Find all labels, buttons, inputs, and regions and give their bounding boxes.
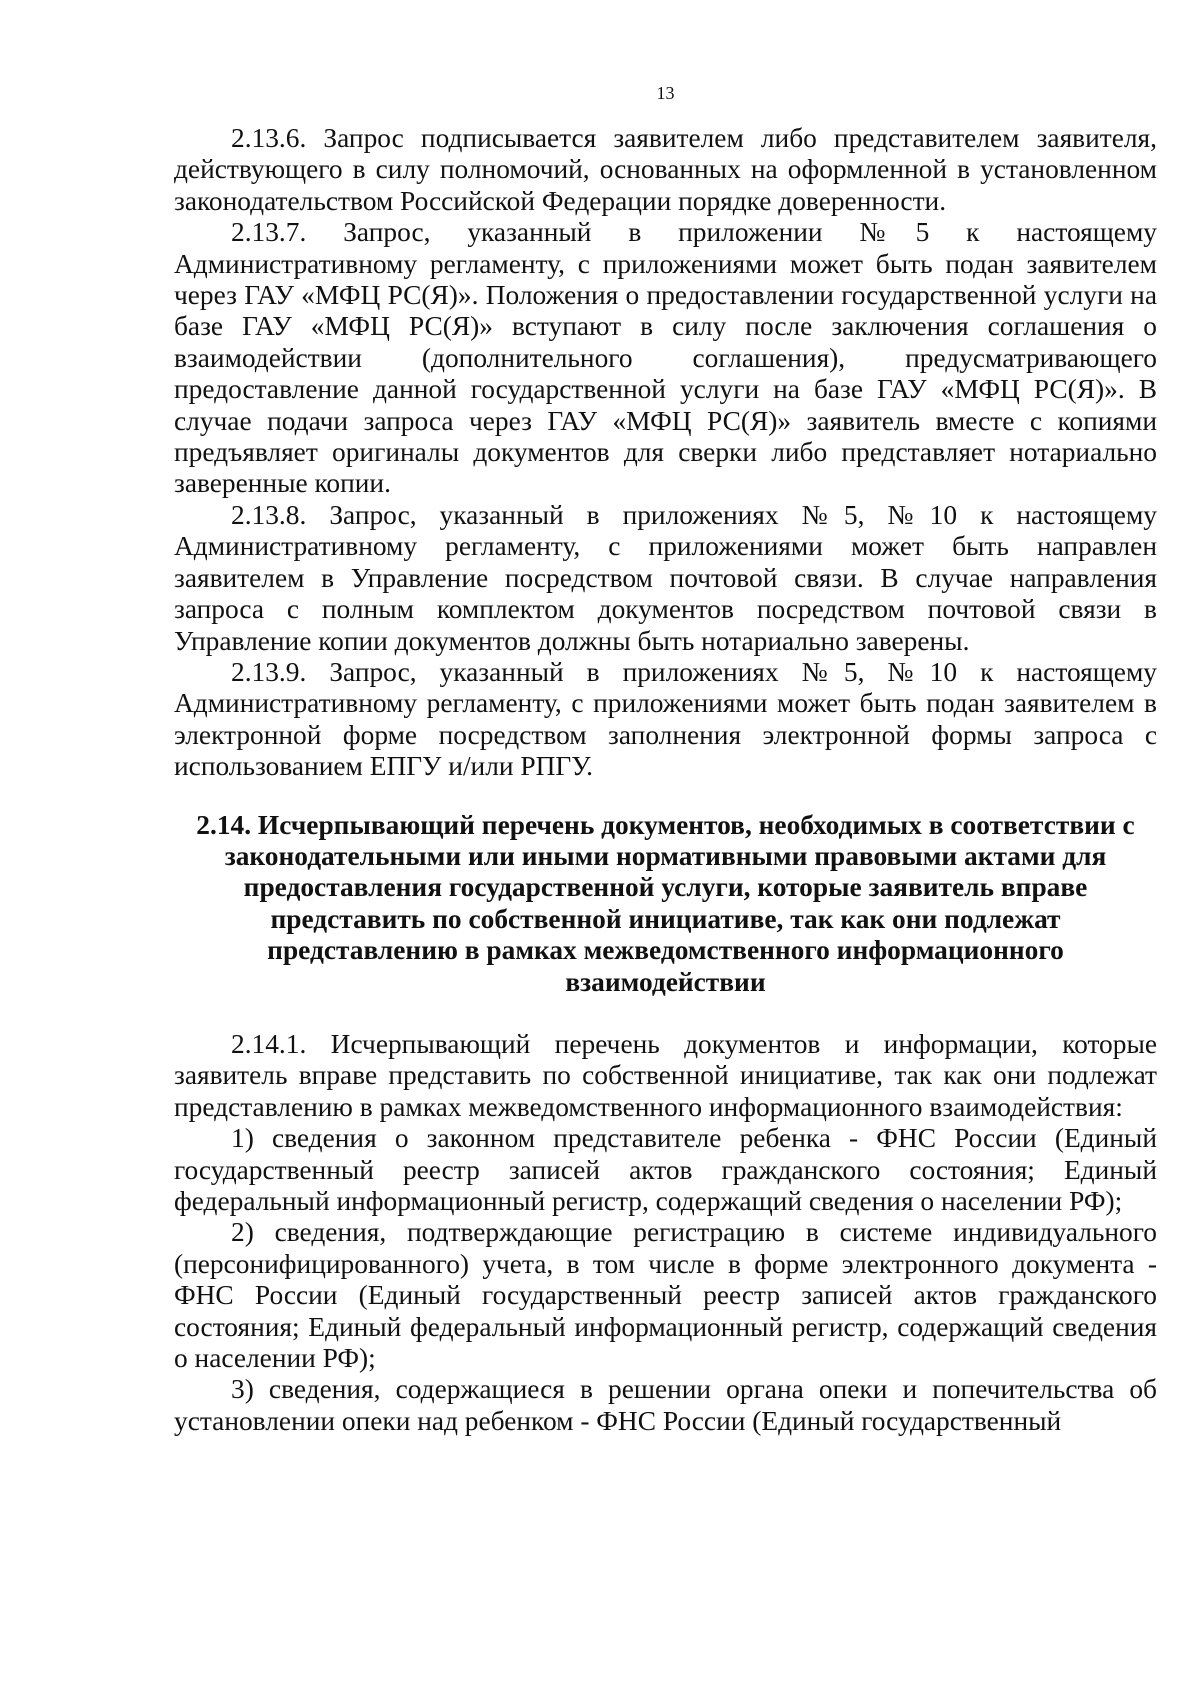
paragraph-2-13-7: 2.13.7. Запрос, указанный в приложении №5 к настоящему Административному регламенту, с приложениями может быть подан заявителем через ГАУ «МФЦ РС(Я)». Положения о предоставлении государственной услуги на базе ГАУ «МФЦ РС(Я)» вступают в силу после заключения соглашения о взаимодействии (дополнительного соглашения), предусматривающего предоставление данной государственной услуги на базе ГАУ «МФЦ РС(Я)». В случае подачи запроса через ГАУ «МФЦ РС(Я)» заявитель вместе с копиями предъявляет оригиналы документов для сверки либо представляет нотариально заверенные копии.	[174, 217, 1157, 499]
list-item-1: 1) сведения о законном представителе ребенка - ФНС России (Единый государственный реестр записей актов гражданского состояния; Единый федеральный информационный регистр, содержащий сведения о населении РФ);	[174, 1123, 1157, 1216]
paragraph-2-13-9: 2.13.9. Запрос, указанный в приложениях №5, №10 к настоящему Административному регламенту, с приложениями может быть подан заявителем в электронной форме посредством заполнения электронной формы запроса с использованием ЕПГУ и/или РПГУ.	[174, 656, 1157, 782]
document-body	[174, 123, 1157, 1437]
paragraph-2-13-6: 2.13.6. Запрос подписывается заявителем либо представителем заявителя, действующего в силу полномочий, основанных на оформленной в установленном законодательством Российской Федерации порядке доверенности.	[174, 123, 1157, 216]
section-heading-2-14: 2.14. Исчерпывающий перечень документов, необходимых в соответствии с законодательными или иными нормативными правовыми актами для предоставления государственной услуги, которые заявитель вправе представить по собственной инициативе, так как они подлежат представлению в рамках межведомственного информационного взаимодействии	[196, 809, 1135, 997]
page-number: 13	[656, 83, 675, 103]
list-item-2: 2) сведения, подтверждающие регистрацию в системе индивидуального (персонифицированного) учета, в том числе в форме электронного документа - ФНС России (Единый государственный реестр записей актов гражданского состояния; Единый федеральный информационный регистр, содержащий сведения о населении РФ);	[174, 1217, 1157, 1374]
list-item-3: 3) сведения, содержащиеся в решении органа опеки и попечительства об установлении опеки над ребенком - ФНС России (Единый государственный	[174, 1374, 1157, 1436]
paragraph-2-13-8: 2.13.8. Запрос, указанный в приложениях №5, №10 к настоящему Административному регламенту, с приложениями может быть направлен заявителем в Управление посредством почтовой связи. В случае направления запроса с полным комплектом документов посредством почтовой связи в Управление копии документов должны быть нотариально заверены.	[174, 499, 1157, 656]
paragraph-2-14-1: 2.14.1. Исчерпывающий перечень документов и информации, которые заявитель вправе представить по собственной инициативе, так как они подлежат представлению в рамках межведомственного информационного взаимодействия:	[174, 1028, 1157, 1122]
